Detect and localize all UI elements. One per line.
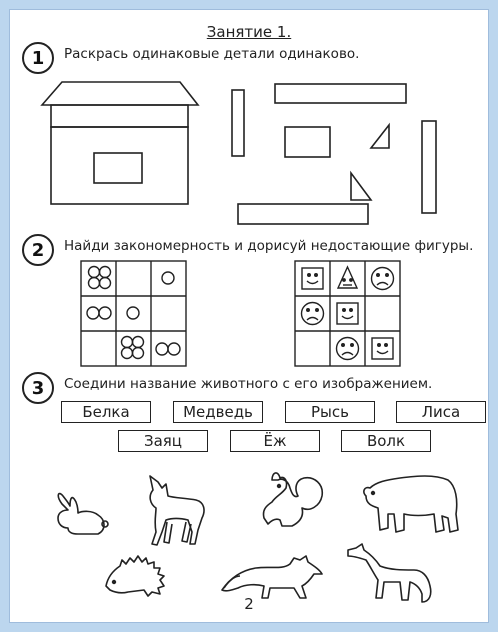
hedgehog-icon[interactable]: [106, 556, 164, 596]
word-card-volk[interactable]: Волк: [341, 430, 431, 452]
word-card-yozh[interactable]: Ёж: [230, 430, 320, 452]
wolf-icon[interactable]: [348, 544, 431, 602]
task-number-3: 3: [22, 372, 54, 404]
animals-figure: [10, 10, 490, 624]
page-number: 2: [244, 595, 254, 613]
task-number-1: 1: [22, 42, 54, 74]
page-title: Занятие 1.: [206, 23, 292, 41]
task-number-2: 2: [22, 234, 54, 266]
worksheet-page: [9, 9, 489, 623]
bear-icon[interactable]: [364, 476, 458, 532]
fox-icon[interactable]: [222, 556, 322, 598]
word-card-belka[interactable]: Белка: [61, 401, 151, 423]
word-card-medved[interactable]: Медведь: [173, 401, 263, 423]
lynx-icon[interactable]: [150, 476, 204, 545]
task-1-text: Раскрась одинаковые детали одинаково.: [64, 46, 360, 62]
word-card-lisa[interactable]: Лиса: [396, 401, 486, 423]
squirrel-icon[interactable]: [263, 473, 322, 526]
word-card-rys[interactable]: Рысь: [285, 401, 375, 423]
task-3-text: Соедини название животного с его изображением.: [64, 376, 433, 392]
word-card-zayats[interactable]: Заяц: [118, 430, 208, 452]
rabbit-icon[interactable]: [58, 494, 108, 534]
task-2-text: Найди закономерность и дорисуй недостающие фигуры.: [64, 238, 474, 254]
